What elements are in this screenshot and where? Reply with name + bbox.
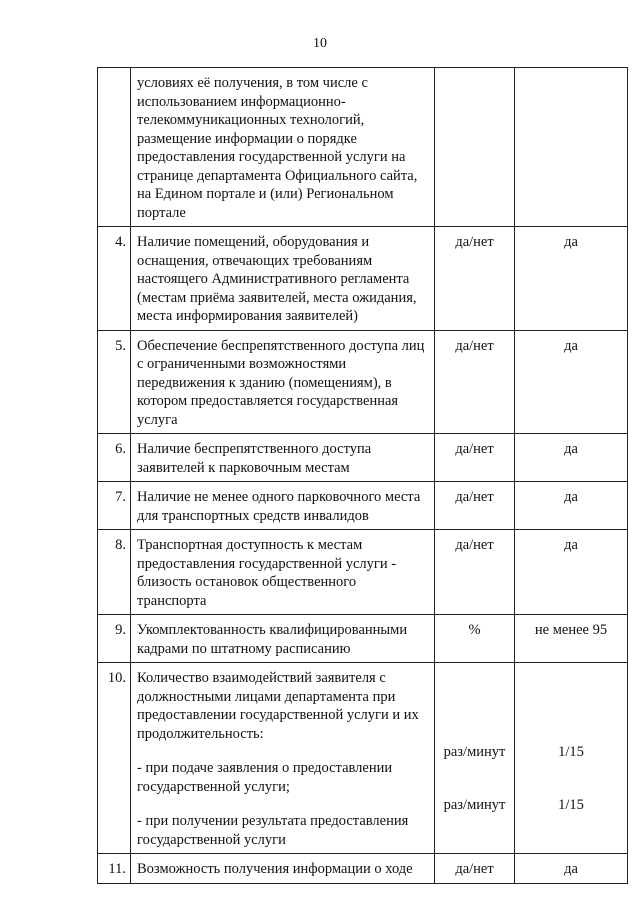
sub-unit-submission: раз/минут	[443, 744, 506, 760]
value-cell: да	[515, 434, 628, 482]
unit-cell	[435, 68, 515, 227]
row-number-cell: 5.	[98, 330, 131, 434]
unit-cell: да/нет	[435, 482, 515, 530]
row-number-cell: 6.	[98, 434, 131, 482]
unit-cell: да/нет	[435, 227, 515, 331]
indicator-text-cell: условиях её получения, в том числе с использованием информационно-телекоммуникационных технологий, размещение информации о порядке предоставления государственной услуги на странице департамента Официального сайта, на Едином портале и (или) Региональном портале	[131, 68, 435, 227]
value-cell: да	[515, 330, 628, 434]
indicator-text-cell: Транспортная доступность к местам предоставления государственной услуги - близость остановок общественного транспорта	[131, 530, 435, 615]
value-cell	[515, 68, 628, 227]
page-number: 10	[313, 36, 327, 51]
row-number-cell: 8.	[98, 530, 131, 615]
table-row	[98, 330, 628, 434]
indicator-text-cell: Наличие не менее одного парковочного места для транспортных средств инвалидов	[131, 482, 435, 530]
value-cell: не менее 95	[515, 615, 628, 663]
row-number-cell: 11.	[98, 854, 131, 884]
table-row	[98, 434, 628, 482]
row-number-cell	[98, 68, 131, 227]
value-cell: да	[515, 530, 628, 615]
quality-indicators-table	[97, 67, 628, 884]
table-row-interactions	[98, 663, 628, 854]
row-number-cell: 7.	[98, 482, 131, 530]
table-row	[98, 530, 628, 615]
table-row	[98, 615, 628, 663]
unit-cell: да/нет	[435, 854, 515, 884]
indicator-text-cell: Наличие беспрепятственного доступа заявителей к парковочным местам	[131, 434, 435, 482]
table-row-continuation	[98, 68, 628, 227]
indicator-text-cell	[131, 663, 435, 854]
unit-cell: да/нет	[435, 434, 515, 482]
unit-cell	[435, 663, 515, 854]
sub-item-result: - при получении результата предоставления государственной услуги	[137, 813, 409, 848]
value-cell: да	[515, 227, 628, 331]
sub-unit-result: раз/минут	[443, 796, 506, 813]
row-number-cell: 4.	[98, 227, 131, 331]
sub-value-result: 1/15	[558, 796, 584, 813]
indicator-text-cell: Возможность получения информации о ходе	[131, 854, 435, 884]
row-number-cell: 9.	[98, 615, 131, 663]
indicator-text-cell: Укомплектованность квалифицированными кадрами по штатному расписанию	[131, 615, 435, 663]
table-row	[98, 227, 628, 331]
sub-item-submission: - при подаче заявления о предоставлении государственной услуги;	[137, 760, 393, 795]
table-row	[98, 482, 628, 530]
value-cell	[515, 663, 628, 854]
indicator-text-cell: Наличие помещений, оборудования и оснащения, отвечающих требованиям настоящего Административного регламента (местам приёма заявителей, места ожидания, места информирования заявителей)	[131, 227, 435, 331]
sub-value-submission: 1/15	[558, 744, 584, 760]
indicator-text-cell: Обеспечение беспрепятственного доступа лиц с ограниченными возможностями передвижения к зданию (помещениям), в котором предоставляется государственная услуга	[131, 330, 435, 434]
unit-cell: да/нет	[435, 330, 515, 434]
value-cell: да	[515, 854, 628, 884]
indicator-heading: Количество взаимодействий заявителя с должностными лицами департамента при предоставлении государственной услуги и их продолжительность:	[137, 670, 419, 742]
row-number-cell: 10.	[98, 663, 131, 854]
unit-cell: да/нет	[435, 530, 515, 615]
unit-cell: %	[435, 615, 515, 663]
value-cell: да	[515, 482, 628, 530]
table-row	[98, 854, 628, 884]
